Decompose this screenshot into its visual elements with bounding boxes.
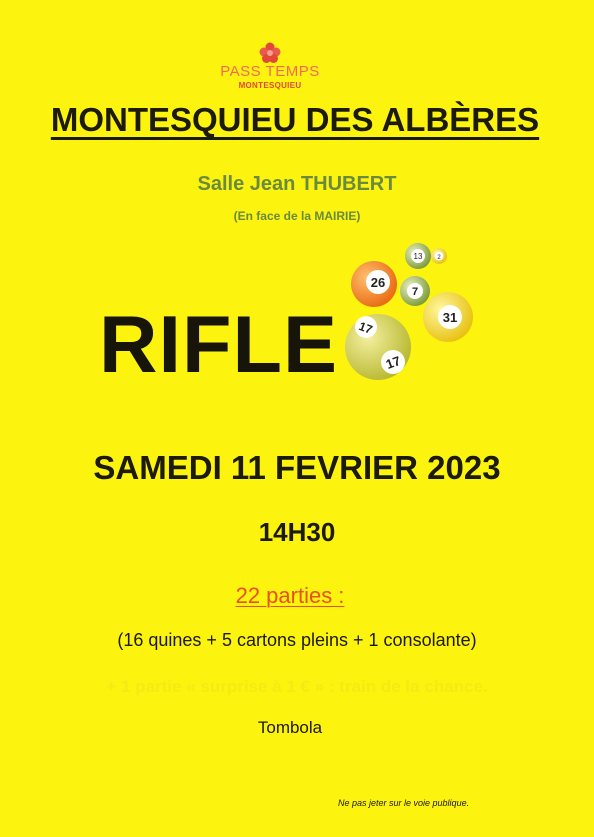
ball-number: 17 xyxy=(383,352,403,372)
bingo-balls-illustration xyxy=(338,234,478,384)
ball-number: 13 xyxy=(413,252,423,261)
games-detail: (16 quines + 5 cartons pleins + 1 consolante) xyxy=(117,630,477,650)
venue-note: (En face de la MAIRIE) xyxy=(233,209,361,223)
ball-number: 26 xyxy=(370,275,386,290)
flower-icon xyxy=(259,42,281,64)
tombola-label: Tombola xyxy=(257,718,323,737)
logo-subtitle: MONTESQUIEU xyxy=(238,81,302,90)
ball-number: 2 xyxy=(437,255,441,261)
ball-number: 17 xyxy=(356,319,375,337)
ball-number: 7 xyxy=(411,286,419,298)
event-time: 14H30 xyxy=(258,517,336,547)
ball-number: 31 xyxy=(442,310,458,325)
event-date: SAMEDI 11 FEVRIER 2023 xyxy=(93,449,501,486)
surprise-game: + 1 partie « surprise à 1 € » : train de la chance. xyxy=(106,677,488,696)
town-title: MONTESQUIEU DES ALBÈRES xyxy=(50,101,540,138)
logo-name: PASS TEMPS xyxy=(220,63,320,80)
venue-name: Salle Jean THUBERT xyxy=(197,173,397,195)
games-count: 22 parties : xyxy=(235,583,345,608)
footer-note: Ne pas jeter sur le voie publique. xyxy=(338,798,470,808)
event-title: RIFLE xyxy=(99,300,338,390)
